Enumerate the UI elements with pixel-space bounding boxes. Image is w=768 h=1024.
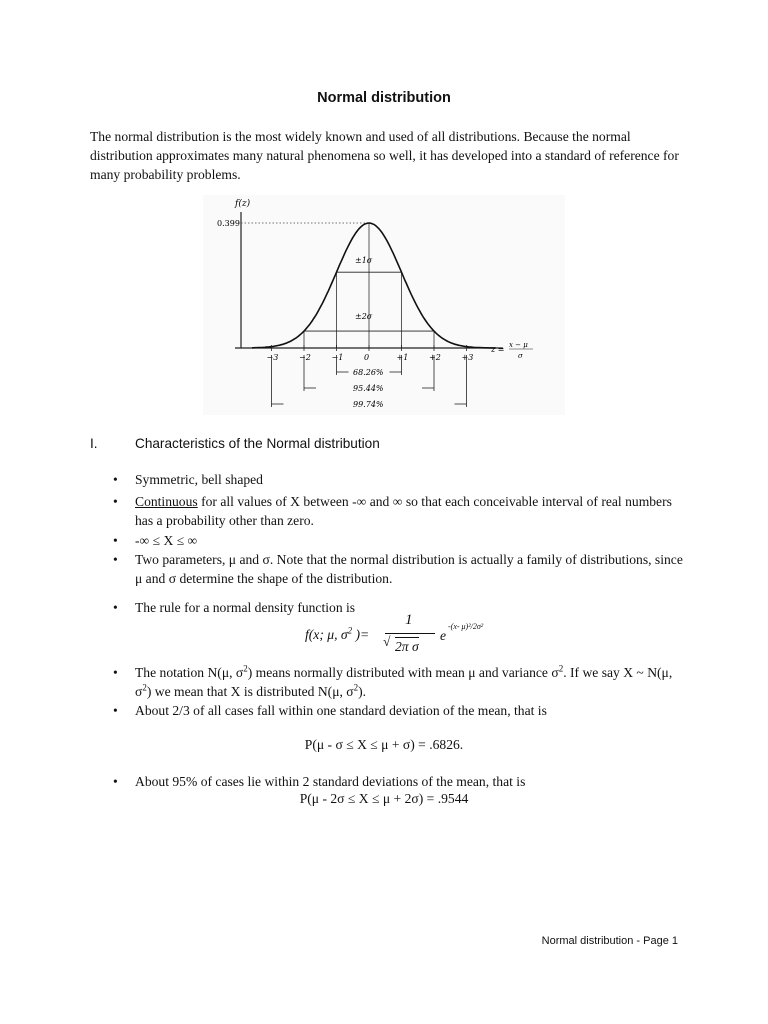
peak-value-label: 0.399 [217,219,240,228]
bullet-text: About 95% of cases lie within 2 standard deviations of the mean, that is [135,774,526,789]
bullet-text: ) we mean that X is distributed N(μ, σ [146,684,354,699]
y-axis-label: f(z) [235,199,251,209]
bullet-text: The rule for a normal density function is [135,600,356,615]
characteristics-list-a [90,470,690,588]
characteristics-list-c [90,663,690,720]
bullet-marker: • [113,600,118,615]
list-item [90,492,690,530]
superscript-2: 2 [558,663,564,674]
bullet-text: The notation N(μ, σ [135,665,244,680]
x-tick-label: −3 [266,353,279,362]
x-tick-label: +2 [429,353,441,362]
bullet-text: . If we say X ~ N(μ, σ [135,665,673,699]
pct-95-label: 95.44% [353,384,384,393]
bullet-marker: • [113,774,118,789]
bullet-marker: • [113,665,118,680]
formula-fraction-bar [385,633,435,634]
formula-square: 2 [347,625,353,636]
density-formula [305,612,525,656]
section-title: Characteristics of the Normal distribution [135,436,380,451]
sqrt-symbol: √ [383,634,391,649]
z-numerator: x − μ [509,341,528,349]
list-item [90,772,690,791]
page-title: Normal distribution [317,90,451,106]
formula-exponent: -(x- μ)²/2σ² [448,622,484,631]
intro-paragraph: The normal distribution is the most widely known and used of all distributions. Because the normal distribution approximates many natural phenomena so well, it has developed into a standard of reference for many probability problems. [90,129,679,182]
figure-background [203,195,565,415]
two-sigma-label: ±2σ [355,312,373,321]
z-label: z = [491,345,505,354]
normal-curve-figure [203,195,565,415]
z-denominator: σ [518,352,523,360]
bullet-text: About 2/3 of all cases fall within one standard deviation of the mean, that is [135,703,547,718]
bullet-marker: • [113,494,118,509]
formula-lhs-end: )= [352,627,370,642]
characteristics-list-d [90,772,690,791]
pct-68-label: 68.26% [353,368,384,377]
bullet-text: Two parameters, μ and σ. Note that the normal distribution is actually a family of distributions, since μ and σ determine the shape of the distribution. [135,552,683,586]
list-item [90,550,690,588]
x-tick-label: +1 [396,353,409,362]
equation-95: P(μ - 2σ ≤ X ≤ μ + 2σ) = .9544 [299,791,469,806]
page-footer: Normal distribution - Page 1 [541,935,678,947]
x-tick-label: 0 [364,353,370,362]
pct-99-label: 99.74% [353,400,384,409]
superscript-2: 2 [142,682,147,693]
formula-lhs-text: f(x; μ, σ [305,627,348,642]
normal-curve-svg [203,195,565,415]
formula-exp-base: e [440,628,447,643]
formula-numerator: 1 [405,612,413,628]
bullet-text: Symmetric, bell shaped [135,472,263,487]
list-item [90,531,690,550]
list-item [90,470,690,489]
bullet-marker: • [113,552,118,567]
list-item [90,701,690,720]
superscript-2: 2 [353,682,359,693]
bullet-text: ) means normally distributed with mean μ and variance σ [247,665,559,680]
bullet-text: for all values of X between -∞ and ∞ so that each conceivable interval of real numbers has a probability other than zero. [135,494,672,528]
x-tick-label: +3 [461,353,474,362]
section-number: I. [90,436,98,451]
superscript-2: 2 [243,663,248,674]
equation-68: P(μ - σ ≤ X ≤ μ + σ) = .6826. [304,737,464,752]
x-tick-label: −1 [331,353,344,362]
bullet-marker: • [113,533,118,548]
formula-lhs [305,627,369,643]
formula-denominator: 2π σ [395,639,419,654]
x-tick-label: −2 [299,353,311,362]
list-item [90,663,690,701]
bullet-text: -∞ ≤ X ≤ ∞ [135,533,198,548]
bullet-marker: • [113,703,118,718]
bullet-marker: • [113,472,118,487]
continuous-term: Continuous [135,494,198,509]
one-sigma-label: ±1σ [355,256,373,265]
bullet-text: ). [358,684,367,699]
